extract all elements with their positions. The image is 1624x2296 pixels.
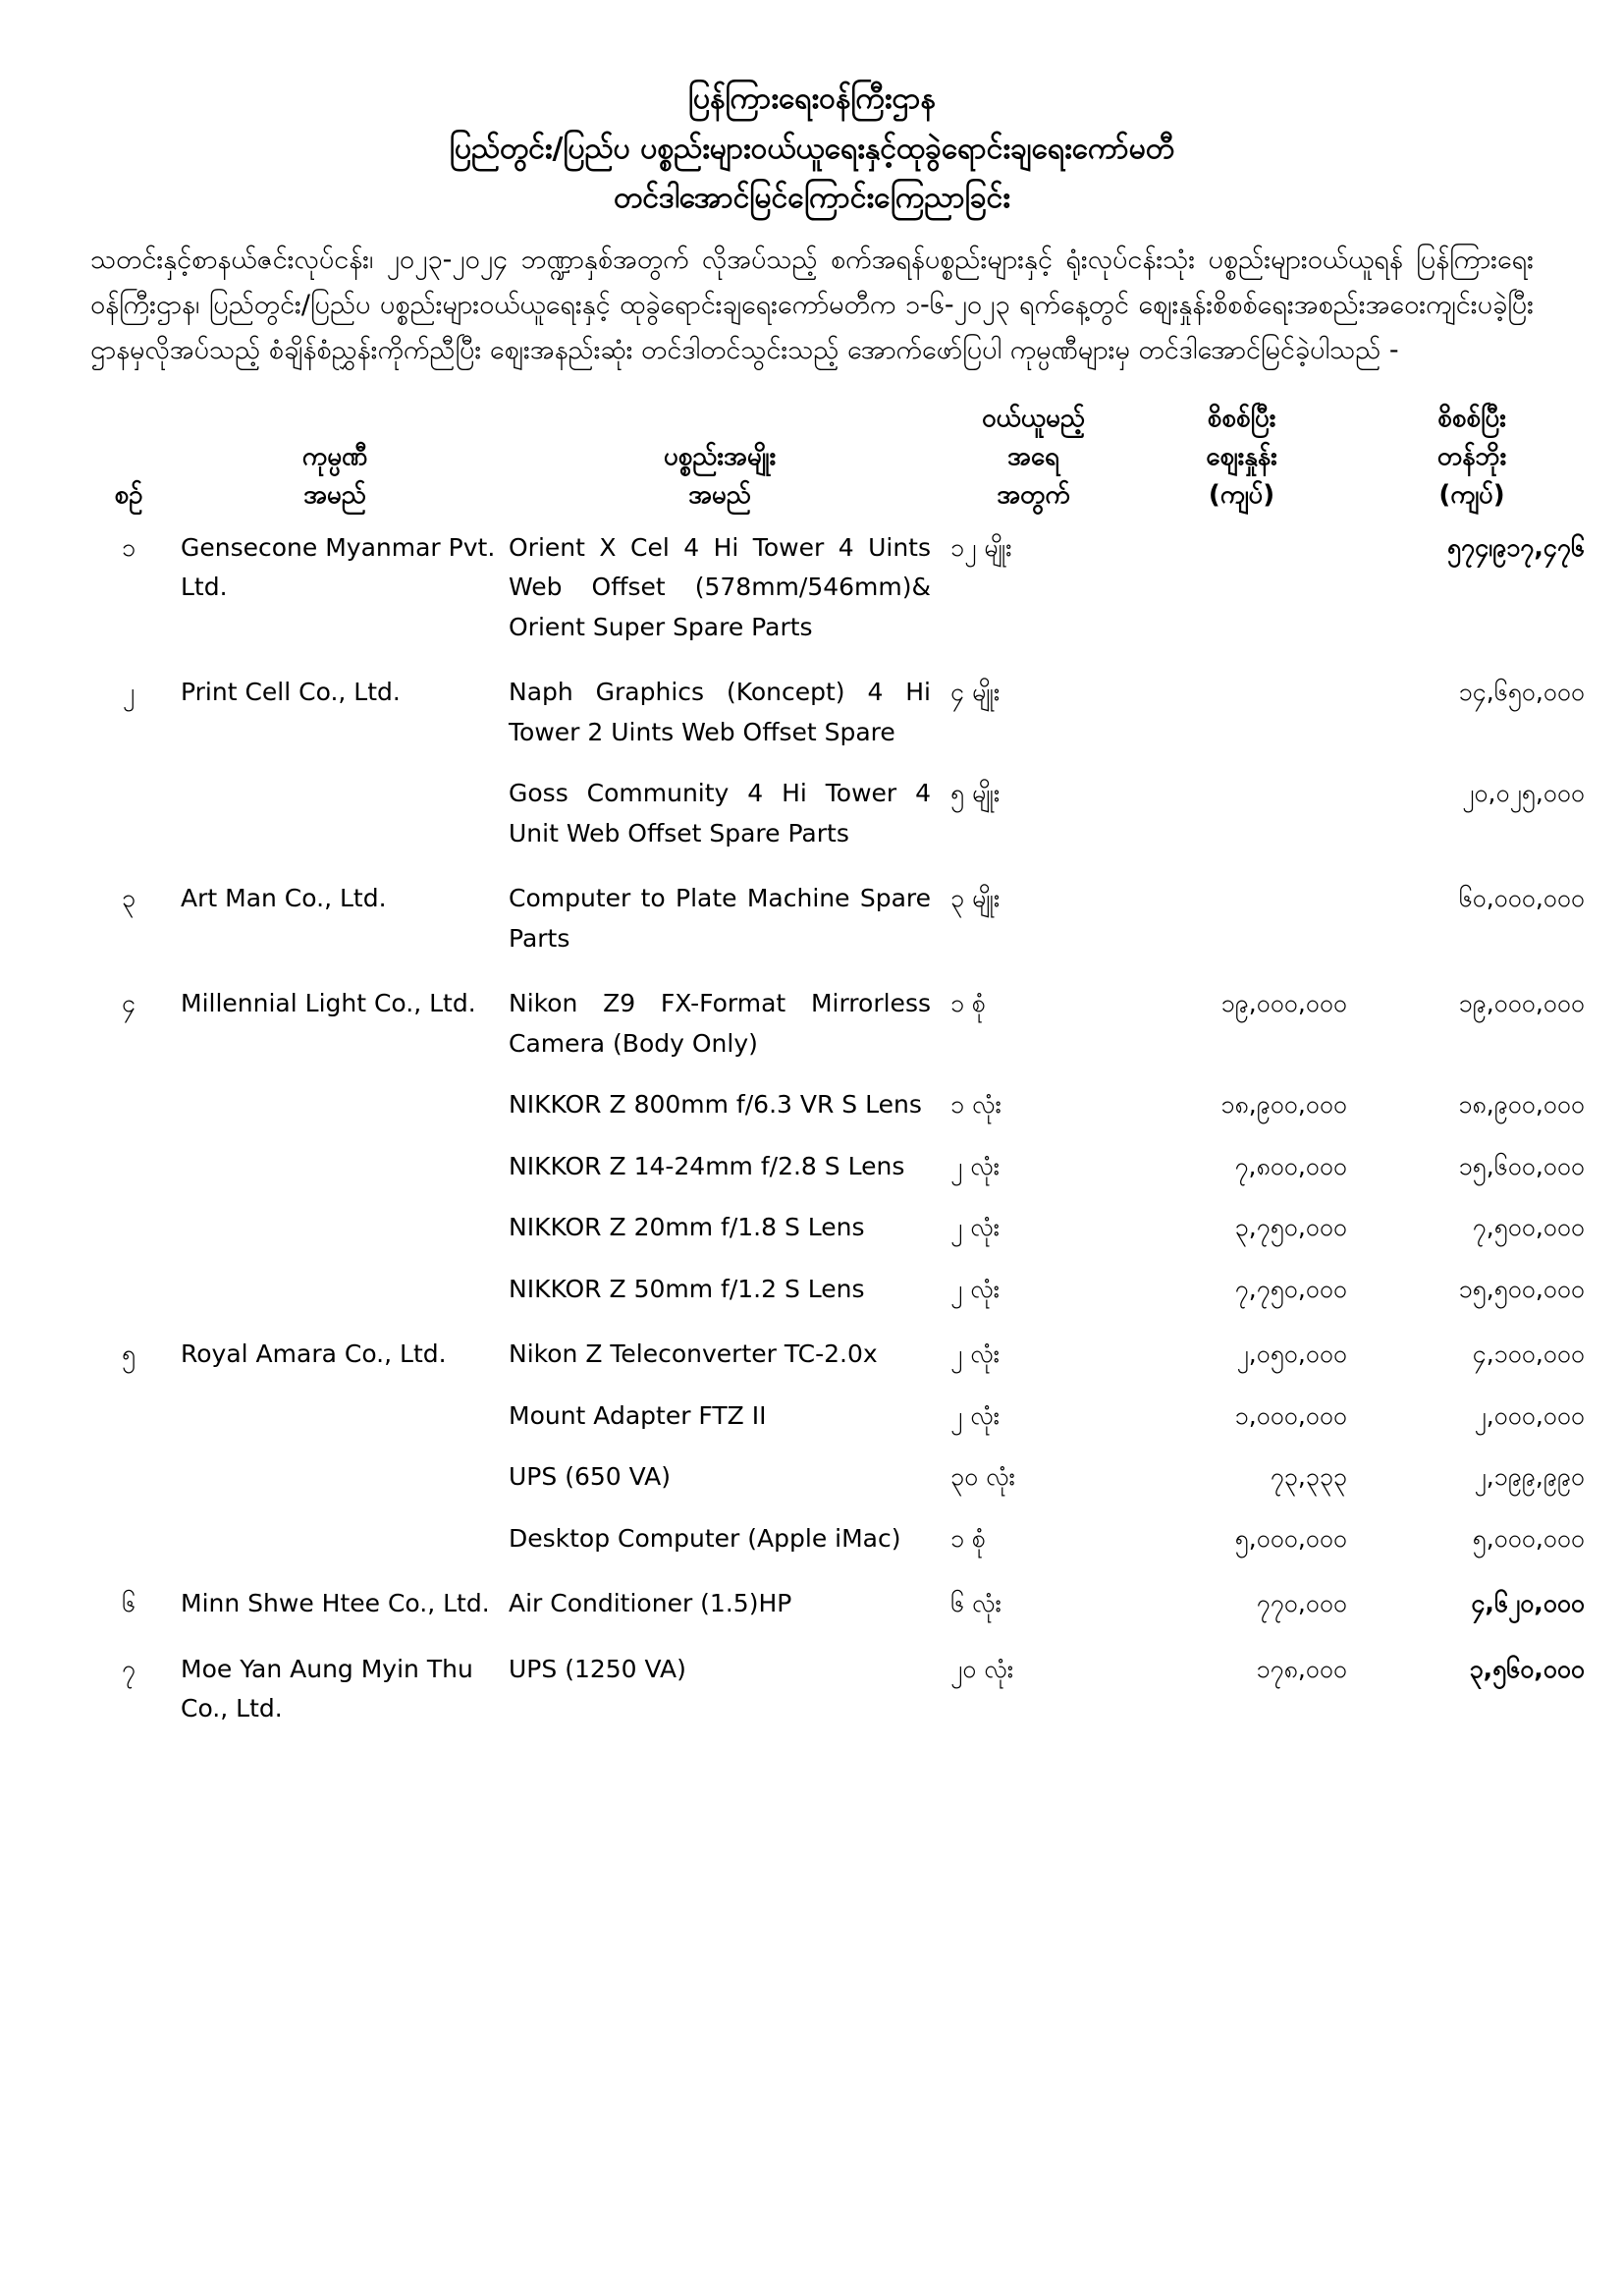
- column-header-no: စဉ်: [114, 479, 143, 510]
- cell-company: [167, 1208, 503, 1248]
- cell-no: [90, 1147, 167, 1187]
- table-row: [90, 1147, 1591, 1187]
- tender-results-table: [90, 400, 1591, 1729]
- table-line-gap: [90, 752, 1591, 774]
- cell-value: ၂,၀၀၀,၀၀၀: [1474, 1400, 1585, 1430]
- cell-company: Art Man Co., Ltd.: [181, 884, 387, 913]
- column-header-item-line1: ပစ္စည်းအမျိုး: [663, 441, 777, 471]
- table-row-spacer: [90, 1624, 1591, 1650]
- gap-cell: [90, 1436, 1591, 1457]
- cell-company: Moe Yan Aung Myin Thu Co., Ltd.: [181, 1654, 473, 1723]
- column-header-price-line3: (ကျပ်): [1208, 479, 1275, 510]
- cell-price: [1130, 774, 1353, 853]
- cell-quantity: ၂ လုံး: [950, 1274, 1001, 1303]
- cell-quantity: ၆ လုံး: [950, 1589, 1001, 1618]
- table-row: [90, 673, 1591, 752]
- column-header-price: [1130, 400, 1353, 528]
- column-header-value-line3: (ကျပ်): [1438, 479, 1505, 510]
- cell-value: ၃,၅၆၀,၀၀၀: [1469, 1654, 1585, 1683]
- cell-company: Gensecone Myanmar Pvt. Ltd.: [181, 532, 496, 602]
- cell-item: Orient X Cel 4 Hi Tower 4 Uints Web Offset (578mm/546mm)& Orient Super Spare Parts: [509, 532, 931, 641]
- column-header-price-line2: ဈေးနှုန်း: [1206, 441, 1277, 471]
- table-row: [90, 774, 1591, 853]
- cell-quantity: ၁ စုံ: [950, 1523, 987, 1553]
- cell-item: NIKKOR Z 20mm f/1.8 S Lens: [509, 1213, 865, 1242]
- table-row: [90, 1457, 1591, 1498]
- column-header-value-line2: တန်ဘိုး: [1436, 441, 1507, 471]
- cell-value: ၅,၀၀၀,၀၀၀: [1472, 1523, 1585, 1553]
- cell-quantity: ၄ မျိုး: [950, 678, 1001, 707]
- cell-quantity: ၂ လုံး: [950, 1213, 1001, 1242]
- cell-quantity: ၂ လုံး: [950, 1400, 1001, 1430]
- cell-value: ၁၈,၉၀၀,၀၀၀: [1458, 1090, 1585, 1120]
- cell-value: ၅၇၄၊၉၁၇,၄၇၆: [1446, 532, 1585, 562]
- cell-item: Nikon Z9 FX-Format Mirrorless Camera (Body Only): [509, 989, 931, 1058]
- table-row: [90, 1519, 1591, 1559]
- gap-cell: [90, 1498, 1591, 1519]
- cell-no: ၂: [122, 678, 135, 707]
- column-header-company: [167, 400, 503, 528]
- cell-no: [90, 1085, 167, 1125]
- cell-no: [90, 1208, 167, 1248]
- cell-item: Air Conditioner (1.5)HP: [509, 1589, 792, 1618]
- cell-price: ၇၃,၃၃၃: [1270, 1462, 1347, 1492]
- cell-no: [90, 774, 167, 853]
- cell-company: [167, 1396, 503, 1437]
- table-row: [90, 1584, 1591, 1624]
- cell-item: Nikon Z Teleconverter TC-2.0x: [509, 1339, 878, 1369]
- cell-no: [90, 1270, 167, 1310]
- table-line-gap: [90, 1375, 1591, 1396]
- cell-no: ၁: [121, 532, 136, 562]
- table-header: [90, 400, 1591, 528]
- cell-company: [167, 774, 503, 853]
- column-header-quantity-line3: အတွက်: [997, 479, 1070, 510]
- table-row: [90, 528, 1591, 648]
- cell-no: ၆: [121, 1589, 136, 1618]
- gap-cell: [90, 1248, 1591, 1270]
- cell-no: ၄: [121, 989, 136, 1018]
- cell-price: ၅,၀၀၀,၀၀၀: [1234, 1523, 1347, 1553]
- cell-company: Royal Amara Co., Ltd.: [181, 1339, 447, 1369]
- cell-price: ၁၇၈,၀၀၀: [1256, 1654, 1347, 1683]
- intro-paragraph: [90, 238, 1534, 374]
- column-header-quantity-line2: အရေ: [1007, 441, 1059, 471]
- cell-company: [167, 1085, 503, 1125]
- cell-value: ၂,၁၉၉,၉၉၀: [1474, 1462, 1585, 1492]
- table-row: [90, 984, 1591, 1064]
- cell-quantity: ၁၂ မျိုး: [950, 532, 1012, 562]
- cell-value: ၄,၁၀၀,၀၀၀: [1472, 1339, 1585, 1369]
- table-row: [90, 1335, 1591, 1375]
- cell-company: Minn Shwe Htee Co., Ltd.: [181, 1589, 490, 1618]
- spacer-cell: [90, 853, 1591, 879]
- spacer-cell: [90, 1558, 1591, 1584]
- gap-cell: [90, 1375, 1591, 1396]
- cell-no: ၃: [121, 884, 136, 913]
- table-row-spacer: [90, 853, 1591, 879]
- cell-quantity: ၂၀ လုံး: [950, 1654, 1014, 1683]
- cell-price: ၁,၀၀၀,၀၀၀: [1234, 1400, 1347, 1430]
- gap-cell: [90, 1125, 1591, 1147]
- cell-price: ၃,၇၅၀,၀၀၀: [1234, 1213, 1347, 1242]
- table-header-row: [90, 400, 1591, 528]
- gap-cell: [90, 1064, 1591, 1085]
- announcement-title: တင်ဒါအောင်မြင်ကြောင်းကြေညာခြင်း: [614, 181, 1010, 215]
- cell-price: [1130, 673, 1353, 752]
- cell-price: ၇၇၀,၀၀၀: [1256, 1589, 1347, 1618]
- cell-no: [90, 1457, 167, 1498]
- table-line-gap: [90, 1064, 1591, 1085]
- cell-item: Computer to Plate Machine Spare Parts: [509, 884, 931, 953]
- table-row: [90, 1396, 1591, 1437]
- spacer-cell: [90, 1309, 1591, 1335]
- column-header-company-line1: ကုမ္ပဏီ: [301, 441, 368, 471]
- cell-item: Naph Graphics (Koncept) 4 Hi Tower 2 Uints Web Offset Spare: [509, 678, 931, 746]
- cell-item: Goss Community 4 Hi Tower 4 Unit Web Offset Spare Parts: [509, 779, 931, 847]
- table-row-spacer: [90, 1558, 1591, 1584]
- intro-text: သတင်းနှင့်စာနယ်ဇင်းလုပ်ငန်း၊ ၂၀၂၃-၂၀၂၄ ဘဏ္ဍာနှစ်အတွက် လိုအပ်သည့် စက်အရန်ပစ္စည်းများနှင့် ရုံးလုပ်ငန်းသုံး ပစ္စည်းများဝယ်ယူရန် ပြန်ကြားရေးဝန်ကြီးဌာန၊ ပြည်တွင်း/ပြည်ပ ပစ္စည်းများဝယ်ယူရေးနှင့် ထုခွဲရောင်းချရေးကော်မတီက ၁-၆-၂၀၂၃ ရက်နေ့တွင် စျေးနှုန်းစိစစ်ရေးအစည်းအဝေးကျင်းပခဲ့ပြီး ဌာနမှလိုအပ်သည့် စံချိန်စံညွှန်းကိုက်ညီပြီး စျေးအနည်းဆုံး တင်ဒါတင်သွင်းသည့် အောက်ဖော်ပြပါ ကုမ္ပဏီများမှ တင်ဒါအောင်မြင်ခဲ့ပါသည် -: [90, 244, 1534, 366]
- cell-no: [90, 1519, 167, 1559]
- cell-company: Millennial Light Co., Ltd.: [181, 989, 476, 1018]
- column-header-quantity: [937, 400, 1130, 528]
- committee-title: ပြည်တွင်း/ပြည်ပ ပစ္စည်းများဝယ်ယူရေးနှင့်ထုခွဲရောင်းချရေးကော်မတီ: [449, 131, 1175, 166]
- cell-price: ၁၉,၀၀၀,၀၀၀: [1220, 989, 1347, 1018]
- cell-company: [167, 1457, 503, 1498]
- gap-cell: [90, 1186, 1591, 1208]
- cell-company: [167, 1519, 503, 1559]
- cell-quantity: ၃ မျိုး: [950, 884, 1001, 913]
- spacer-cell: [90, 1624, 1591, 1650]
- table-row-spacer: [90, 647, 1591, 673]
- table-row-spacer: [90, 1309, 1591, 1335]
- cell-price: ၂,၀၅၀,၀၀၀: [1236, 1339, 1347, 1369]
- cell-item: Mount Adapter FTZ II: [509, 1400, 767, 1430]
- cell-price: ၁၈,၉၀၀,၀၀၀: [1220, 1090, 1347, 1120]
- cell-quantity: ၃၀ လုံး: [950, 1462, 1015, 1492]
- column-header-item: [503, 400, 937, 528]
- cell-item: UPS (650 VA): [509, 1462, 671, 1492]
- cell-no: ၇: [121, 1654, 136, 1683]
- column-header-quantity-line1: ဝယ်ယူမည့်: [981, 403, 1086, 433]
- cell-item: Desktop Computer (Apple iMac): [509, 1523, 901, 1553]
- table-row-spacer: [90, 958, 1591, 984]
- ministry-title: ပြန်ကြားရေးဝန်ကြီးဌာန: [687, 82, 937, 116]
- cell-no: ၅: [121, 1339, 136, 1369]
- cell-company: [167, 1147, 503, 1187]
- table-line-gap: [90, 1248, 1591, 1270]
- table-body: [90, 528, 1591, 1729]
- table-row: [90, 1270, 1591, 1310]
- cell-price: ၇,၈၀၀,၀၀၀: [1234, 1151, 1347, 1180]
- cell-item: NIKKOR Z 50mm f/1.2 S Lens: [509, 1274, 865, 1303]
- cell-quantity: ၁ လုံး: [950, 1090, 1001, 1120]
- spacer-cell: [90, 958, 1591, 984]
- cell-quantity: ၂ လုံး: [950, 1151, 1001, 1180]
- cell-quantity: ၅ မျိုး: [950, 779, 1001, 808]
- column-header-price-line1: စိစစ်ပြီး: [1207, 403, 1276, 433]
- cell-value: ၂၀,၀၂၅,၀၀၀: [1462, 779, 1585, 808]
- cell-price: [1130, 528, 1353, 648]
- table-line-gap: [90, 1436, 1591, 1457]
- cell-value: ၁၉,၀၀၀,၀၀၀: [1458, 989, 1585, 1018]
- cell-price: ၇,၇၅၀,၀၀၀: [1234, 1274, 1347, 1303]
- table-row: [90, 879, 1591, 958]
- table-line-gap: [90, 1186, 1591, 1208]
- cell-value: ၇,၅၀၀,၀၀၀: [1472, 1213, 1585, 1242]
- cell-value: ၄,၆၂၀,၀၀၀: [1471, 1589, 1585, 1618]
- cell-quantity: ၁ စုံ: [950, 989, 987, 1018]
- column-header-value-line1: စိစစ်ပြီး: [1437, 403, 1506, 433]
- cell-no: [90, 1396, 167, 1437]
- cell-price: [1130, 879, 1353, 958]
- table-row: [90, 1650, 1591, 1729]
- cell-value: ၁၅,၆၀၀,၀၀၀: [1458, 1151, 1585, 1180]
- table-row: [90, 1085, 1591, 1125]
- spacer-cell: [90, 647, 1591, 673]
- cell-item: UPS (1250 VA): [509, 1654, 686, 1683]
- cell-company: Print Cell Co., Ltd.: [181, 678, 401, 707]
- cell-value: ၁၄,၆၅၀,၀၀၀: [1458, 678, 1585, 707]
- column-header-item-line2: အမည်: [688, 479, 751, 510]
- table-line-gap: [90, 1498, 1591, 1519]
- cell-quantity: ၂ လုံး: [950, 1339, 1001, 1369]
- cell-item: NIKKOR Z 800mm f/6.3 VR S Lens: [509, 1090, 922, 1120]
- cell-item: NIKKOR Z 14-24mm f/2.8 S Lens: [509, 1151, 905, 1180]
- cell-value: ၁၅,၅၀၀,၀၀၀: [1458, 1274, 1585, 1303]
- column-header-value: [1353, 400, 1591, 528]
- cell-value: ၆၀,၀၀၀,၀၀၀: [1458, 884, 1585, 913]
- gap-cell: [90, 752, 1591, 774]
- cell-company: [167, 1270, 503, 1310]
- table-row: [90, 1208, 1591, 1248]
- table-line-gap: [90, 1125, 1591, 1147]
- column-header-company-line2: အမည်: [303, 479, 366, 510]
